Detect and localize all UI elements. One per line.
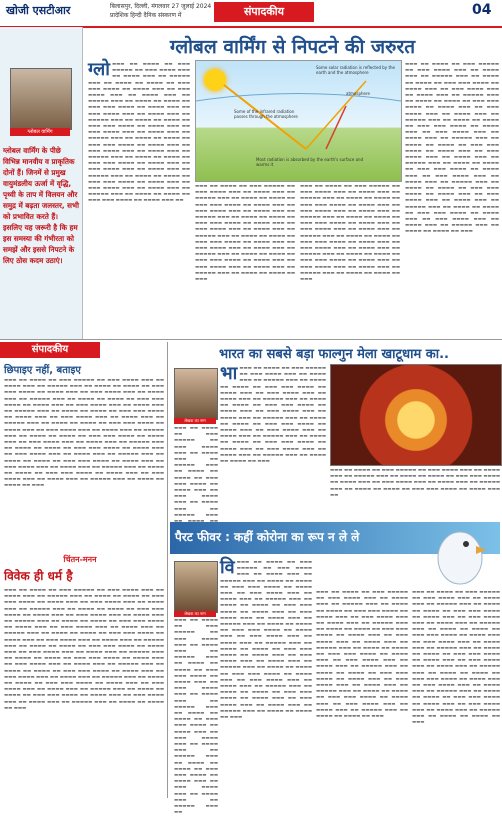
mela-dropcap: भा [220,363,238,384]
author-caption: ग्लोबल वार्मिंग [10,128,70,136]
main-article-body-col3: ▬▬▬ ▬▬ ▬▬▬▬ ▬▬ ▬▬▬ ▬▬▬▬▬ ▬▬ ▬▬▬ ▬▬▬▬ ▬▬▬ ▬▬ ▬▬▬▬ ▬▬▬ ▬▬ ▬▬▬▬▬ ▬▬▬ ▬▬ ▬▬▬▬ ▬▬ ▬▬▬▬ ▬▬ ▬▬▬ ▬▬▬ ▬▬▬▬ ▬▬ ▬▬▬▬ ▬▬▬ ▬▬ ▬▬▬ ▬▬▬▬ ▬▬▬ ▬▬ ▬▬▬▬ ▬▬▬ ▬▬ ▬▬▬▬▬ ▬▬▬ ▬▬ ▬▬▬▬ ▬▬ ▬▬▬▬ ▬▬ ▬▬▬ ▬▬▬ ▬▬▬▬ ▬▬ ▬▬▬▬ ▬▬▬ ▬▬ ▬▬▬ ▬▬▬▬ ▬▬▬ ▬▬ ▬▬▬▬ ▬▬▬ ▬▬ ▬▬▬▬▬ ▬▬▬ ▬▬ ▬▬▬▬ ▬▬ ▬▬▬▬ ▬▬ ▬▬▬ ▬▬▬ ▬▬▬▬ ▬▬ ▬▬▬▬ ▬▬▬ ▬▬ ▬▬▬ ▬▬▬▬ ▬▬▬ ▬▬ ▬▬▬▬ ▬▬▬ ▬▬ ▬▬▬▬▬ ▬▬▬ ▬▬ ▬▬▬▬ ▬▬ ▬▬▬▬ ▬▬ ▬▬▬ ▬▬▬ ▬▬▬▬ ▬▬ ▬▬▬▬ ▬▬▬ ▬▬ ▬▬▬ ▬▬▬▬ ▬▬▬ ▬▬ ▬▬▬▬ ▬▬▬ ▬▬ ▬▬▬▬▬ ▬▬▬ ▬▬ ▬▬▬▬ ▬▬ ▬▬▬▬ ▬▬ ▬▬▬ [300,184,400,283]
dropcap: ग्लो [88,59,110,80]
main-article-body-col1 [88,59,190,330]
mela-body-col1: भा ▬▬▬ ▬▬ ▬▬▬▬ ▬▬ ▬▬▬ ▬▬▬▬▬ ▬▬ ▬▬▬ ▬▬▬▬ ▬▬▬ ▬▬ ▬▬▬▬ ▬▬▬ ▬▬ ▬▬▬▬▬ ▬▬▬ ▬▬ ▬▬▬▬ ▬▬ ▬▬▬▬ ▬▬ ▬▬▬ ▬▬▬ ▬▬▬▬ ▬▬ ▬▬▬▬ ▬▬▬ ▬▬ ▬▬▬ ▬▬▬▬ ▬▬▬ ▬▬ ▬▬▬▬ ▬▬▬ ▬▬ ▬▬▬▬▬ ▬▬▬ ▬▬ ▬▬▬▬ ▬▬ ▬▬▬▬ ▬▬ ▬▬▬ ▬▬▬ ▬▬▬▬ ▬▬ ▬▬▬▬ ▬▬▬ ▬▬ ▬▬▬ ▬▬▬▬ ▬▬▬ ▬▬ ▬▬▬▬ ▬▬▬ ▬▬ ▬▬▬▬▬ ▬▬▬ ▬▬ ▬▬▬▬ ▬▬ ▬▬▬▬ ▬▬ ▬▬▬ ▬▬▬ ▬▬▬▬ ▬▬ ▬▬▬▬ ▬▬▬ ▬▬ ▬▬▬ ▬▬▬▬ ▬▬▬ ▬▬ ▬▬▬▬ ▬▬▬ ▬▬ ▬▬▬▬▬ ▬▬▬ ▬▬ ▬▬▬▬ ▬▬ ▬▬▬▬ ▬▬ ▬▬▬ ▬▬▬ ▬▬▬▬ ▬▬ ▬▬▬▬ ▬▬▬ ▬▬ ▬▬▬ ▬▬▬▬ ▬▬▬ ▬▬ ▬▬▬▬ ▬▬▬ ▬▬ ▬▬▬▬▬ ▬▬▬ ▬▬ ▬▬▬▬ ▬▬ ▬▬▬▬ ▬▬ ▬▬▬ [220,363,326,465]
fever-author-photo [174,561,218,613]
parrot-illustration [420,524,496,588]
fever-headline: पैरट फीवर : कहीं कोरोना का रूप न ले ले [175,530,360,544]
body-filler: ▬▬▬ ▬▬ ▬▬▬▬ ▬▬ ▬▬▬ ▬▬▬▬▬ ▬▬ ▬▬▬ ▬▬▬▬ ▬▬▬ ▬▬ ▬▬▬▬ ▬▬▬ ▬▬ ▬▬▬▬▬ ▬▬▬ ▬▬ ▬▬▬▬ ▬▬ ▬▬▬▬ ▬▬ ▬▬▬ ▬▬▬ ▬▬▬▬ ▬▬ ▬▬▬▬ ▬▬▬ ▬▬ ▬▬▬ ▬▬▬▬ ▬▬▬ ▬▬ ▬▬▬▬ ▬▬▬ ▬▬ ▬▬▬▬▬ ▬▬▬ ▬▬ ▬▬▬▬ ▬▬ ▬▬▬▬ ▬▬ ▬▬▬ ▬▬▬ ▬▬▬▬ ▬▬ ▬▬▬▬ ▬▬▬ ▬▬ ▬▬▬ ▬▬▬▬ ▬▬▬ ▬▬ ▬▬▬▬ ▬▬▬ ▬▬ ▬▬▬▬▬ ▬▬▬ ▬▬ ▬▬▬▬ ▬▬ ▬▬▬▬ ▬▬ ▬▬▬ ▬▬▬ ▬▬▬▬ ▬▬ ▬▬▬▬ ▬▬▬ ▬▬ ▬▬▬ ▬▬▬▬ ▬▬▬ ▬▬ ▬▬▬▬ ▬▬▬ ▬▬ ▬▬▬▬▬ ▬▬▬ ▬▬ ▬▬▬▬ ▬▬ ▬▬▬▬ ▬▬ ▬▬▬ ▬▬▬ ▬▬▬▬ ▬▬ ▬▬▬▬ ▬▬▬ ▬▬ ▬▬▬ ▬▬▬▬ ▬▬▬ ▬▬ ▬▬▬▬ ▬▬▬ ▬▬ ▬▬▬▬▬ ▬▬▬ ▬▬ ▬▬▬▬ ▬▬ ▬▬▬▬ ▬▬ ▬▬▬ ▬▬▬ ▬▬▬▬ ▬▬ ▬▬▬▬ ▬▬▬ ▬▬ ▬▬▬ ▬▬▬▬ ▬▬▬ ▬▬ ▬▬▬▬ ▬▬▬ ▬▬ ▬▬▬▬▬ ▬▬▬ ▬▬ ▬▬▬▬ ▬▬ ▬▬▬▬ ▬▬ ▬▬▬ ▬▬▬ ▬▬▬▬ ▬▬ ▬▬▬▬ ▬▬▬ ▬▬ ▬▬▬ ▬▬▬▬ ▬▬▬ ▬▬ ▬▬▬▬ ▬▬▬ ▬▬ ▬▬▬▬▬ ▬▬▬ ▬▬ ▬▬▬▬ ▬▬ ▬▬▬▬ ▬▬ ▬▬▬ ▬▬▬ ▬▬▬▬ ▬▬ ▬▬▬▬ ▬▬▬ ▬▬ [88,62,190,204]
main-headline: ग्लोबल वार्मिंग से निपटने की जरुरत [169,36,416,58]
mela-headline: भारत का सबसे बड़ा फाल्गुन मेला खाटूधाम का.. [218,347,449,362]
column-divider [167,342,168,798]
greenhouse-diagram [195,60,402,182]
divider [0,339,502,340]
editorial-title: छिपाइए नहीं, बताइए [4,365,81,376]
chintan-title: विवेक ही धर्म है [4,569,73,583]
label-reflected: Some solar radiation is reflected by the earth and the atmosphere [316,65,396,75]
fever-body-col0: ▬▬▬ ▬▬ ▬▬▬▬ ▬▬ ▬▬▬ ▬▬▬▬▬ ▬▬ ▬▬▬ ▬▬▬▬ ▬▬▬ ▬▬ ▬▬▬▬ ▬▬▬ ▬▬ ▬▬▬▬▬ ▬▬▬ ▬▬ ▬▬▬▬ ▬▬ ▬▬▬▬ ▬▬ ▬▬▬ ▬▬▬ ▬▬▬▬ ▬▬ ▬▬▬▬ ▬▬▬ ▬▬ ▬▬▬ ▬▬▬▬ ▬▬▬ ▬▬ ▬▬▬▬ ▬▬▬ ▬▬ ▬▬▬▬▬ ▬▬▬ ▬▬ ▬▬▬▬ ▬▬ ▬▬▬▬ ▬▬ ▬▬▬ ▬▬▬ ▬▬▬▬ ▬▬ ▬▬▬▬ ▬▬▬ ▬▬ ▬▬▬ ▬▬▬▬ ▬▬▬ ▬▬ ▬▬▬▬ ▬▬▬ ▬▬ ▬▬▬▬▬ ▬▬▬ ▬▬ ▬▬▬▬ ▬▬ ▬▬▬▬ ▬▬ ▬▬▬ ▬▬▬ ▬▬▬▬ ▬▬ ▬▬▬▬ ▬▬▬ ▬▬ ▬▬▬ ▬▬▬▬ ▬▬▬ ▬▬ ▬▬▬▬ ▬▬▬ ▬▬ ▬▬▬▬▬ ▬▬▬ ▬▬ [174,618,218,816]
fever-body-col1: वि ▬▬▬ ▬▬ ▬▬▬▬ ▬▬ ▬▬▬ ▬▬▬▬▬ ▬▬ ▬▬▬ ▬▬▬▬ ▬▬▬ ▬▬ ▬▬▬▬ ▬▬▬ ▬▬ ▬▬▬▬▬ ▬▬▬ ▬▬ ▬▬▬▬ ▬▬ ▬▬▬▬ ▬▬ ▬▬▬ ▬▬▬ ▬▬▬▬ ▬▬ ▬▬▬▬ ▬▬▬ ▬▬ ▬▬▬ ▬▬▬▬ ▬▬▬ ▬▬ ▬▬▬▬ ▬▬▬ ▬▬ ▬▬▬▬▬ ▬▬▬ ▬▬ ▬▬▬▬ ▬▬ ▬▬▬▬ ▬▬ ▬▬▬ ▬▬▬ ▬▬▬▬ ▬▬ ▬▬▬▬ ▬▬▬ ▬▬ ▬▬▬ ▬▬▬▬ ▬▬▬ ▬▬ ▬▬▬▬ ▬▬▬ ▬▬ ▬▬▬▬▬ ▬▬▬ ▬▬ ▬▬▬▬ ▬▬ ▬▬▬▬ ▬▬ ▬▬▬ ▬▬▬ ▬▬▬▬ ▬▬ ▬▬▬▬ ▬▬▬ ▬▬ ▬▬▬ ▬▬▬▬ ▬▬▬ ▬▬ ▬▬▬▬ ▬▬▬ ▬▬ ▬▬▬▬▬ ▬▬▬ ▬▬ ▬▬▬▬ ▬▬ ▬▬▬▬ ▬▬ ▬▬▬ ▬▬▬ ▬▬▬▬ ▬▬ ▬▬▬▬ ▬▬▬ ▬▬ ▬▬▬ ▬▬▬▬ ▬▬▬ ▬▬ ▬▬▬▬ ▬▬▬ ▬▬ ▬▬▬▬▬ ▬▬▬ ▬▬ ▬▬▬▬ ▬▬ ▬▬▬▬ ▬▬ ▬▬▬ ▬▬▬ ▬▬▬▬ ▬▬ ▬▬▬▬ ▬▬▬ ▬▬ ▬▬▬ ▬▬▬▬ ▬▬▬ ▬▬ ▬▬▬▬ ▬▬▬ ▬▬ ▬▬▬▬▬ ▬▬▬ ▬▬ ▬▬▬▬ ▬▬ ▬▬▬▬ ▬▬ ▬▬▬ ▬▬▬ ▬▬▬▬ ▬▬ ▬▬▬▬ ▬▬▬ ▬▬ ▬▬▬ ▬▬▬▬ ▬▬▬ ▬▬ ▬▬▬▬ ▬▬▬ ▬▬ ▬▬▬▬▬ ▬▬▬ ▬▬ ▬▬▬▬ ▬▬ ▬▬▬▬ ▬▬ ▬▬▬ [220,557,312,721]
paper-name: खोजी एसटीआर [6,4,71,17]
fever-body-col2: ▬▬▬ ▬▬ ▬▬▬▬ ▬▬ ▬▬▬ ▬▬▬▬▬ ▬▬ ▬▬▬ ▬▬▬▬ ▬▬▬ ▬▬ ▬▬▬▬ ▬▬▬ ▬▬ ▬▬▬▬▬ ▬▬▬ ▬▬ ▬▬▬▬ ▬▬ ▬▬▬▬ ▬▬ ▬▬▬ ▬▬▬ ▬▬▬▬ ▬▬ ▬▬▬▬ ▬▬▬ ▬▬ ▬▬▬ ▬▬▬▬ ▬▬▬ ▬▬ ▬▬▬▬ ▬▬▬ ▬▬ ▬▬▬▬▬ ▬▬▬ ▬▬ ▬▬▬▬ ▬▬ ▬▬▬▬ ▬▬ ▬▬▬ ▬▬▬ ▬▬▬▬ ▬▬ ▬▬▬▬ ▬▬▬ ▬▬ ▬▬▬ ▬▬▬▬ ▬▬▬ ▬▬ ▬▬▬▬ ▬▬▬ ▬▬ ▬▬▬▬▬ ▬▬▬ ▬▬ ▬▬▬▬ ▬▬ ▬▬▬▬ ▬▬ ▬▬▬ ▬▬▬ ▬▬▬▬ ▬▬ ▬▬▬▬ ▬▬▬ ▬▬ ▬▬▬ ▬▬▬▬ ▬▬▬ ▬▬ ▬▬▬▬ ▬▬▬ ▬▬ ▬▬▬▬▬ ▬▬▬ ▬▬ ▬▬▬▬ ▬▬ ▬▬▬▬ ▬▬ ▬▬▬ ▬▬▬ ▬▬▬▬ ▬▬ ▬▬▬▬ ▬▬▬ ▬▬ ▬▬▬ ▬▬▬▬ ▬▬▬ ▬▬ ▬▬▬▬ ▬▬▬ ▬▬ ▬▬▬▬▬ ▬▬▬ ▬▬ ▬▬▬▬ ▬▬ ▬▬▬▬ ▬▬ ▬▬▬ ▬▬▬ ▬▬▬▬ ▬▬ ▬▬▬▬ ▬▬▬ ▬▬ ▬▬▬ ▬▬▬▬ ▬▬▬ ▬▬ ▬▬▬▬ ▬▬▬ ▬▬ ▬▬▬▬▬ ▬▬▬ ▬▬ ▬▬▬▬ ▬▬ ▬▬▬▬ ▬▬ ▬▬▬ [316,590,408,720]
main-article-body-col4: ▬▬▬ ▬▬ ▬▬▬▬ ▬▬ ▬▬▬ ▬▬▬▬▬ ▬▬ ▬▬▬ ▬▬▬▬ ▬▬▬ ▬▬ ▬▬▬▬ ▬▬▬ ▬▬ ▬▬▬▬▬ ▬▬▬ ▬▬ ▬▬▬▬ ▬▬ ▬▬▬▬ ▬▬ ▬▬▬ ▬▬▬ ▬▬▬▬ ▬▬ ▬▬▬▬ ▬▬▬ ▬▬ ▬▬▬ ▬▬▬▬ ▬▬▬ ▬▬ ▬▬▬▬ ▬▬▬ ▬▬ ▬▬▬▬▬ ▬▬▬ ▬▬ ▬▬▬▬ ▬▬ ▬▬▬▬ ▬▬ ▬▬▬ ▬▬▬ ▬▬▬▬ ▬▬ ▬▬▬▬ ▬▬▬ ▬▬ ▬▬▬ ▬▬▬▬ ▬▬▬ ▬▬ ▬▬▬▬ ▬▬▬ ▬▬ ▬▬▬▬▬ ▬▬▬ ▬▬ ▬▬▬▬ ▬▬ ▬▬▬▬ ▬▬ ▬▬▬ ▬▬▬ ▬▬▬▬ ▬▬ ▬▬▬▬ ▬▬▬ ▬▬ ▬▬▬ ▬▬▬▬ ▬▬▬ ▬▬ ▬▬▬▬ ▬▬▬ ▬▬ ▬▬▬▬▬ ▬▬▬ ▬▬ ▬▬▬▬ ▬▬ ▬▬▬▬ ▬▬ ▬▬▬ ▬▬▬ ▬▬▬▬ ▬▬ ▬▬▬▬ ▬▬▬ ▬▬ ▬▬▬ ▬▬▬▬ ▬▬▬ ▬▬ ▬▬▬▬ ▬▬▬ ▬▬ ▬▬▬▬▬ ▬▬▬ ▬▬ ▬▬▬▬ ▬▬ ▬▬▬▬ ▬▬ ▬▬▬ ▬▬▬ ▬▬▬▬ ▬▬ ▬▬▬▬ ▬▬▬ ▬▬ ▬▬▬ ▬▬▬▬ ▬▬▬ ▬▬ ▬▬▬▬ ▬▬▬ ▬▬ ▬▬▬▬▬ ▬▬▬ ▬▬ ▬▬▬▬ ▬▬ ▬▬▬▬ ▬▬ ▬▬▬ ▬▬▬ ▬▬▬▬ ▬▬ ▬▬▬▬ ▬▬▬ ▬▬ ▬▬▬ ▬▬▬▬ ▬▬▬ ▬▬ ▬▬▬▬ ▬▬▬ ▬▬ ▬▬▬▬▬ ▬▬▬ ▬▬ ▬▬▬▬ ▬▬ ▬▬▬▬ ▬▬ ▬▬▬ ▬▬▬ ▬▬▬▬ ▬▬ ▬▬▬▬ ▬▬▬ ▬▬ ▬▬▬ ▬▬▬▬ ▬▬▬ ▬▬ ▬▬▬▬ ▬▬▬ ▬▬ ▬▬▬▬▬ ▬▬▬ ▬▬ ▬▬▬▬ ▬▬ ▬▬▬▬ ▬▬ ▬▬▬ [405,62,499,235]
edition-line: प्रादेशिक हिन्दी दैनिक संस्करण में [110,12,182,19]
mela-author-caption: लेखक का नाम [174,418,216,424]
mela-body-col2: ▬▬▬ ▬▬ ▬▬▬▬ ▬▬ ▬▬▬ ▬▬▬▬▬ ▬▬ ▬▬▬ ▬▬▬▬ ▬▬▬ ▬▬ ▬▬▬▬ ▬▬▬ ▬▬ ▬▬▬▬▬ ▬▬▬ ▬▬ ▬▬▬▬ ▬▬ ▬▬▬▬ ▬▬ ▬▬▬ ▬▬▬ ▬▬▬▬ ▬▬ ▬▬▬▬ ▬▬▬ ▬▬ ▬▬▬ ▬▬▬▬ ▬▬▬ ▬▬ ▬▬▬▬ ▬▬▬ ▬▬ ▬▬▬▬▬ ▬▬▬ ▬▬ ▬▬▬▬ ▬▬ ▬▬▬▬ ▬▬ ▬▬▬ ▬▬▬ ▬▬▬▬ ▬▬ ▬▬▬▬ ▬▬▬ ▬▬ [330,468,500,498]
label-atmosphere: atmosphere [346,91,370,96]
fever-body-col3: ▬▬▬ ▬▬ ▬▬▬▬ ▬▬ ▬▬▬ ▬▬▬▬▬ ▬▬ ▬▬▬ ▬▬▬▬ ▬▬▬ ▬▬ ▬▬▬▬ ▬▬▬ ▬▬ ▬▬▬▬▬ ▬▬▬ ▬▬ ▬▬▬▬ ▬▬ ▬▬▬▬ ▬▬ ▬▬▬ ▬▬▬ ▬▬▬▬ ▬▬ ▬▬▬▬ ▬▬▬ ▬▬ ▬▬▬ ▬▬▬▬ ▬▬▬ ▬▬ ▬▬▬▬ ▬▬▬ ▬▬ ▬▬▬▬▬ ▬▬▬ ▬▬ ▬▬▬▬ ▬▬ ▬▬▬▬ ▬▬ ▬▬▬ ▬▬▬ ▬▬▬▬ ▬▬ ▬▬▬▬ ▬▬▬ ▬▬ ▬▬▬ ▬▬▬▬ ▬▬▬ ▬▬ ▬▬▬▬ ▬▬▬ ▬▬ ▬▬▬▬▬ ▬▬▬ ▬▬ ▬▬▬▬ ▬▬ ▬▬▬▬ ▬▬ ▬▬▬ ▬▬▬ ▬▬▬▬ ▬▬ ▬▬▬▬ ▬▬▬ ▬▬ ▬▬▬ ▬▬▬▬ ▬▬▬ ▬▬ ▬▬▬▬ ▬▬▬ ▬▬ ▬▬▬▬▬ ▬▬▬ ▬▬ ▬▬▬▬ ▬▬ ▬▬▬▬ ▬▬ ▬▬▬ ▬▬▬ ▬▬▬▬ ▬▬ ▬▬▬▬ ▬▬▬ ▬▬ ▬▬▬ ▬▬▬▬ ▬▬▬ ▬▬ ▬▬▬▬ ▬▬▬ ▬▬ ▬▬▬▬▬ ▬▬▬ ▬▬ ▬▬▬▬ ▬▬ ▬▬▬▬ ▬▬ ▬▬▬ ▬▬▬ ▬▬▬▬ ▬▬ ▬▬▬▬ ▬▬▬ ▬▬ ▬▬▬ ▬▬▬▬ ▬▬▬ ▬▬ ▬▬▬▬ ▬▬▬ ▬▬ ▬▬▬▬▬ ▬▬▬ ▬▬ ▬▬▬▬ ▬▬ ▬▬▬▬ ▬▬ ▬▬▬ [412,590,500,726]
chintan-body: ▬▬▬ ▬▬ ▬▬▬▬ ▬▬ ▬▬▬ ▬▬▬▬▬ ▬▬ ▬▬▬ ▬▬▬▬ ▬▬▬ ▬▬ ▬▬▬▬ ▬▬▬ ▬▬ ▬▬▬▬▬ ▬▬▬ ▬▬ ▬▬▬▬ ▬▬ ▬▬▬▬ ▬▬ ▬▬▬ ▬▬▬ ▬▬▬▬ ▬▬ ▬▬▬▬ ▬▬▬ ▬▬ ▬▬▬ ▬▬▬▬ ▬▬▬ ▬▬ ▬▬▬▬ ▬▬▬ ▬▬ ▬▬▬▬▬ ▬▬▬ ▬▬ ▬▬▬▬ ▬▬ ▬▬▬▬ ▬▬ ▬▬▬ ▬▬▬ ▬▬▬▬ ▬▬ ▬▬▬▬ ▬▬▬ ▬▬ ▬▬▬ ▬▬▬▬ ▬▬▬ ▬▬ ▬▬▬▬ ▬▬▬ ▬▬ ▬▬▬▬▬ ▬▬▬ ▬▬ ▬▬▬▬ ▬▬ ▬▬▬▬ ▬▬ ▬▬▬ ▬▬▬ ▬▬▬▬ ▬▬ ▬▬▬▬ ▬▬▬ ▬▬ ▬▬▬ ▬▬▬▬ ▬▬▬ ▬▬ ▬▬▬▬ ▬▬▬ ▬▬ ▬▬▬▬▬ ▬▬▬ ▬▬ ▬▬▬▬ ▬▬ ▬▬▬▬ ▬▬ ▬▬▬ ▬▬▬ ▬▬▬▬ ▬▬ ▬▬▬▬ ▬▬▬ ▬▬ ▬▬▬ ▬▬▬▬ ▬▬▬ ▬▬ ▬▬▬▬ ▬▬▬ ▬▬ ▬▬▬▬▬ ▬▬▬ ▬▬ ▬▬▬▬ ▬▬ ▬▬▬▬ ▬▬ ▬▬▬ ▬▬▬ ▬▬▬▬ ▬▬ ▬▬▬▬ ▬▬▬ ▬▬ ▬▬▬ ▬▬▬▬ ▬▬▬ ▬▬ ▬▬▬▬ ▬▬▬ ▬▬ ▬▬▬▬▬ ▬▬▬ ▬▬ ▬▬▬▬ ▬▬ ▬▬▬▬ ▬▬ ▬▬▬ ▬▬▬ ▬▬▬▬ ▬▬ ▬▬▬▬ ▬▬▬ ▬▬ ▬▬▬ ▬▬▬▬ ▬▬▬ ▬▬ ▬▬▬▬ ▬▬▬ ▬▬ ▬▬▬▬▬ ▬▬▬ ▬▬ ▬▬▬▬ ▬▬ ▬▬▬▬ ▬▬ ▬▬▬ ▬▬▬ ▬▬▬▬ ▬▬ ▬▬▬▬ ▬▬▬ ▬▬ ▬▬▬ ▬▬▬▬ ▬▬▬ ▬▬ ▬▬▬▬ ▬▬▬ ▬▬ ▬▬▬▬▬ ▬▬▬ ▬▬ ▬▬▬▬ ▬▬ ▬▬▬▬ ▬▬ ▬▬▬ ▬▬▬ ▬▬▬▬ ▬▬ ▬▬▬▬ ▬▬▬ ▬▬ ▬▬▬ ▬▬▬▬ ▬▬▬ ▬▬ ▬▬▬▬ ▬▬▬ ▬▬ ▬▬▬▬▬ ▬▬▬ ▬▬ ▬▬▬▬ ▬▬ ▬▬▬▬ ▬▬ ▬▬▬ ▬▬▬ ▬▬▬▬ ▬▬ ▬▬▬▬ ▬▬▬ ▬▬ ▬▬▬ ▬▬▬▬ ▬▬▬ ▬▬ ▬▬▬▬ ▬▬▬ ▬▬ ▬▬▬▬▬ ▬▬▬ ▬▬ ▬▬▬▬ ▬▬ ▬▬▬▬ ▬▬ ▬▬▬ [4,588,164,711]
label-earth: Most radiation is absorbed by the earth's surface and warms it [256,157,364,167]
chintan-label: चिंतन-मनन [63,555,97,564]
fever-author-caption: लेखक का नाम [174,611,216,617]
main-article-body-col2: ▬▬▬ ▬▬ ▬▬▬▬ ▬▬ ▬▬▬ ▬▬▬▬▬ ▬▬ ▬▬▬ ▬▬▬▬ ▬▬▬ ▬▬ ▬▬▬▬ ▬▬▬ ▬▬ ▬▬▬▬▬ ▬▬▬ ▬▬ ▬▬▬▬ ▬▬ ▬▬▬▬ ▬▬ ▬▬▬ ▬▬▬ ▬▬▬▬ ▬▬ ▬▬▬▬ ▬▬▬ ▬▬ ▬▬▬ ▬▬▬▬ ▬▬▬ ▬▬ ▬▬▬▬ ▬▬▬ ▬▬ ▬▬▬▬▬ ▬▬▬ ▬▬ ▬▬▬▬ ▬▬ ▬▬▬▬ ▬▬ ▬▬▬ ▬▬▬ ▬▬▬▬ ▬▬ ▬▬▬▬ ▬▬▬ ▬▬ ▬▬▬ ▬▬▬▬ ▬▬▬ ▬▬ ▬▬▬▬ ▬▬▬ ▬▬ ▬▬▬▬▬ ▬▬▬ ▬▬ ▬▬▬▬ ▬▬ ▬▬▬▬ ▬▬ ▬▬▬ ▬▬▬ ▬▬▬▬ ▬▬ ▬▬▬▬ ▬▬▬ ▬▬ ▬▬▬ ▬▬▬▬ ▬▬▬ ▬▬ ▬▬▬▬ ▬▬▬ ▬▬ ▬▬▬▬▬ ▬▬▬ ▬▬ ▬▬▬▬ ▬▬ ▬▬▬▬ ▬▬ ▬▬▬ ▬▬▬ ▬▬▬▬ ▬▬ ▬▬▬▬ ▬▬▬ ▬▬ ▬▬▬ ▬▬▬▬ ▬▬▬ ▬▬ ▬▬▬▬ ▬▬▬ ▬▬ ▬▬▬▬▬ ▬▬▬ ▬▬ ▬▬▬▬ ▬▬ ▬▬▬▬ ▬▬ ▬▬▬ [195,184,295,283]
editorial-body: ▬▬▬ ▬▬ ▬▬▬▬ ▬▬ ▬▬▬ ▬▬▬▬▬ ▬▬ ▬▬▬ ▬▬▬▬ ▬▬▬ ▬▬ ▬▬▬▬ ▬▬▬ ▬▬ ▬▬▬▬▬ ▬▬▬ ▬▬ ▬▬▬▬ ▬▬ ▬▬▬▬ ▬▬ ▬▬▬ ▬▬▬ ▬▬▬▬ ▬▬ ▬▬▬▬ ▬▬▬ ▬▬ ▬▬▬ ▬▬▬▬ ▬▬▬ ▬▬ ▬▬▬▬ ▬▬▬ ▬▬ ▬▬▬▬▬ ▬▬▬ ▬▬ ▬▬▬▬ ▬▬ ▬▬▬▬ ▬▬ ▬▬▬ ▬▬▬ ▬▬▬▬ ▬▬ ▬▬▬▬ ▬▬▬ ▬▬ ▬▬▬ ▬▬▬▬ ▬▬▬ ▬▬ ▬▬▬▬ ▬▬▬ ▬▬ ▬▬▬▬▬ ▬▬▬ ▬▬ ▬▬▬▬ ▬▬ ▬▬▬▬ ▬▬ ▬▬▬ ▬▬▬ ▬▬▬▬ ▬▬ ▬▬▬▬ ▬▬▬ ▬▬ ▬▬▬ ▬▬▬▬ ▬▬▬ ▬▬ ▬▬▬▬ ▬▬▬ ▬▬ ▬▬▬▬▬ ▬▬▬ ▬▬ ▬▬▬▬ ▬▬ ▬▬▬▬ ▬▬ ▬▬▬ ▬▬▬ ▬▬▬▬ ▬▬ ▬▬▬▬ ▬▬▬ ▬▬ ▬▬▬ ▬▬▬▬ ▬▬▬ ▬▬ ▬▬▬▬ ▬▬▬ ▬▬ ▬▬▬▬▬ ▬▬▬ ▬▬ ▬▬▬▬ ▬▬ ▬▬▬▬ ▬▬ ▬▬▬ ▬▬▬ ▬▬▬▬ ▬▬ ▬▬▬▬ ▬▬▬ ▬▬ ▬▬▬ ▬▬▬▬ ▬▬▬ ▬▬ ▬▬▬▬ ▬▬▬ ▬▬ ▬▬▬▬▬ ▬▬▬ ▬▬ ▬▬▬▬ ▬▬ ▬▬▬▬ ▬▬ ▬▬▬ ▬▬▬ ▬▬▬▬ ▬▬ ▬▬▬▬ ▬▬▬ ▬▬ ▬▬▬ ▬▬▬▬ ▬▬▬ ▬▬ ▬▬▬▬ ▬▬▬ ▬▬ ▬▬▬▬▬ ▬▬▬ ▬▬ ▬▬▬▬ ▬▬ ▬▬▬▬ ▬▬ ▬▬▬ ▬▬▬ ▬▬▬▬ ▬▬ ▬▬▬▬ ▬▬▬ ▬▬ ▬▬▬ ▬▬▬▬ ▬▬▬ ▬▬ ▬▬▬▬ ▬▬▬ ▬▬ ▬▬▬▬▬ ▬▬▬ ▬▬ ▬▬▬▬ ▬▬ ▬▬▬▬ ▬▬ ▬▬▬ ▬▬▬ ▬▬▬▬ ▬▬ ▬▬▬▬ ▬▬▬ ▬▬ ▬▬▬ ▬▬▬▬ ▬▬▬ ▬▬ ▬▬▬▬ ▬▬▬ ▬▬ ▬▬▬▬▬ ▬▬▬ ▬▬ ▬▬▬▬ ▬▬ ▬▬▬▬ ▬▬ ▬▬▬ [4,378,164,489]
pull-quote: ग्लोबल वार्मिंग के पीछे विभिन्न मानवीय व प्राकृतिक दोनों हैं। जिनमें से प्रमुख वायुमंडलीय ऊर्जा में वृद्धि, पृथ्वी के ताप में विलयन और समुद्र में बढ़ता जलस्तर, सभी को प्रभावित करते हैं। इसलिए यह जरूरी है कि हम इस समस्या की गंभीरता को समझें और इससे निपटने के लिए ठोस कदम उठाएं। [3,146,79,265]
page-number: 04 [472,2,492,18]
date-line: बिलासपुर, दिल्ली, मंगलवार 27 जुलाई 2024 [110,3,212,10]
mela-body-col0: ▬▬▬ ▬▬ ▬▬▬▬ ▬▬ ▬▬▬ ▬▬▬▬▬ ▬▬ ▬▬▬ ▬▬▬▬ ▬▬▬ ▬▬ ▬▬▬▬ ▬▬▬ ▬▬ ▬▬▬▬▬ ▬▬▬ ▬▬ ▬▬▬▬ ▬▬ ▬▬▬▬ ▬▬ ▬▬▬ ▬▬▬ ▬▬▬▬ ▬▬ ▬▬▬▬ ▬▬▬ ▬▬ ▬▬▬ ▬▬▬▬ ▬▬▬ ▬▬ ▬▬▬▬ ▬▬▬ ▬▬ ▬▬▬▬▬ ▬▬▬ [174,426,218,518]
fever-dropcap: वि [220,557,235,578]
author-photo [10,68,72,130]
khatu-shyam-photo [330,364,502,466]
label-absorbed-infrared: Some of the infrared radiation passes through the atmosphere [234,109,298,119]
section-tab: संपादकीय [214,2,314,22]
editorial-section-label: संपादकीय [0,342,100,358]
mela-author-photo [174,368,218,420]
